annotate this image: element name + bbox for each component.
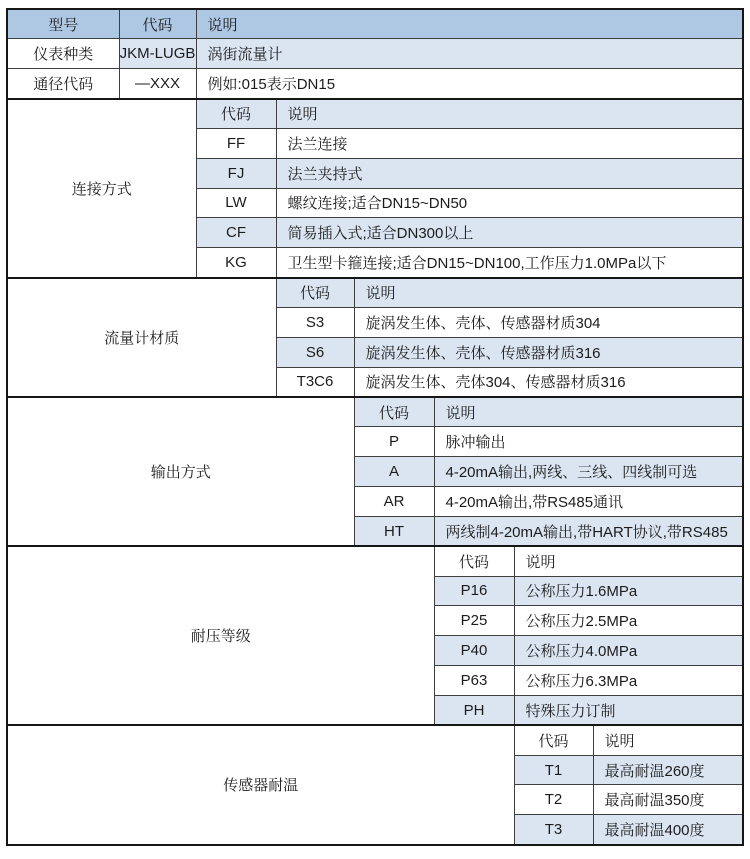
sub-header-desc: 说明 (354, 278, 743, 308)
option-code: AR (354, 487, 434, 517)
option-code: T3C6 (276, 367, 354, 397)
model-selection-table (6, 8, 744, 846)
sub-header-desc: 说明 (434, 397, 743, 427)
sub-header-code: 代码 (354, 397, 434, 427)
pressure-section-header-row (7, 546, 743, 576)
option-desc: 旋涡发生体、壳体、传感器材质316 (354, 337, 743, 367)
header-desc-cell: 说明 (196, 9, 743, 39)
option-desc: 公称压力2.5MPa (514, 606, 743, 636)
sub-header-code: 代码 (276, 278, 354, 308)
diameter-code-desc: 例如:015表示DN15 (196, 69, 743, 99)
option-code: P25 (434, 606, 514, 636)
option-code: S3 (276, 307, 354, 337)
option-code: KG (196, 248, 276, 278)
option-desc: 法兰夹持式 (276, 158, 743, 188)
option-desc: 公称压力4.0MPa (514, 636, 743, 666)
sub-header-code: 代码 (196, 99, 276, 129)
section-label-temperature: 传感器耐温 (7, 725, 514, 844)
section-label-pressure: 耐压等级 (7, 546, 434, 725)
option-desc: 最高耐温400度 (593, 815, 743, 845)
instrument-type-desc: 涡街流量计 (196, 39, 743, 69)
option-code: P63 (434, 666, 514, 696)
header-code-cell: 代码 (119, 9, 196, 39)
option-desc: 最高耐温260度 (593, 755, 743, 785)
option-desc: 4-20mA输出,带RS485通讯 (434, 487, 743, 517)
option-code: LW (196, 188, 276, 218)
sub-header-desc: 说明 (276, 99, 743, 129)
diameter-code-row (7, 69, 743, 99)
option-desc: 旋涡发生体、壳体、传感器材质304 (354, 307, 743, 337)
option-code: P (354, 427, 434, 457)
option-desc: 旋涡发生体、壳体304、传感器材质316 (354, 367, 743, 397)
option-code: FJ (196, 158, 276, 188)
option-code: CF (196, 218, 276, 248)
option-code: S6 (276, 337, 354, 367)
option-code: P40 (434, 636, 514, 666)
option-desc: 公称压力1.6MPa (514, 576, 743, 606)
sub-header-code: 代码 (514, 725, 593, 755)
sub-header-code: 代码 (434, 546, 514, 576)
section-label-output: 输出方式 (7, 397, 354, 546)
header-model-cell: 型号 (7, 9, 119, 39)
option-desc: 螺纹连接;适合DN15~DN50 (276, 188, 743, 218)
option-code: HT (354, 516, 434, 546)
option-desc: 特殊压力订制 (514, 695, 743, 725)
table-header-row (7, 9, 743, 39)
instrument-type-row (7, 39, 743, 69)
section-label-material: 流量计材质 (7, 278, 276, 397)
option-desc: 法兰连接 (276, 128, 743, 158)
option-code: P16 (434, 576, 514, 606)
temperature-section-header-row (7, 725, 743, 755)
option-code: T2 (514, 785, 593, 815)
option-desc: 最高耐温350度 (593, 785, 743, 815)
option-desc: 卫生型卡箍连接;适合DN15~DN100,工作压力1.0MPa以下 (276, 248, 743, 278)
connection-section-header-row (7, 99, 743, 129)
diameter-code-label: 通径代码 (7, 69, 119, 99)
option-desc: 两线制4-20mA输出,带HART协议,带RS485 (434, 516, 743, 546)
material-section-header-row (7, 278, 743, 308)
option-code: T1 (514, 755, 593, 785)
sub-header-desc: 说明 (514, 546, 743, 576)
instrument-type-code: JKM-LUGB (119, 39, 196, 69)
instrument-type-label: 仪表种类 (7, 39, 119, 69)
sub-header-desc: 说明 (593, 725, 743, 755)
output-section-header-row (7, 397, 743, 427)
option-code: PH (434, 695, 514, 725)
option-desc: 脉冲输出 (434, 427, 743, 457)
section-label-connection: 连接方式 (7, 99, 196, 278)
diameter-code-value: —XXX (119, 69, 196, 99)
option-desc: 公称压力6.3MPa (514, 666, 743, 696)
option-desc: 简易插入式;适合DN300以上 (276, 218, 743, 248)
option-code: FF (196, 128, 276, 158)
option-code: T3 (514, 815, 593, 845)
option-desc: 4-20mA输出,两线、三线、四线制可选 (434, 457, 743, 487)
option-code: A (354, 457, 434, 487)
